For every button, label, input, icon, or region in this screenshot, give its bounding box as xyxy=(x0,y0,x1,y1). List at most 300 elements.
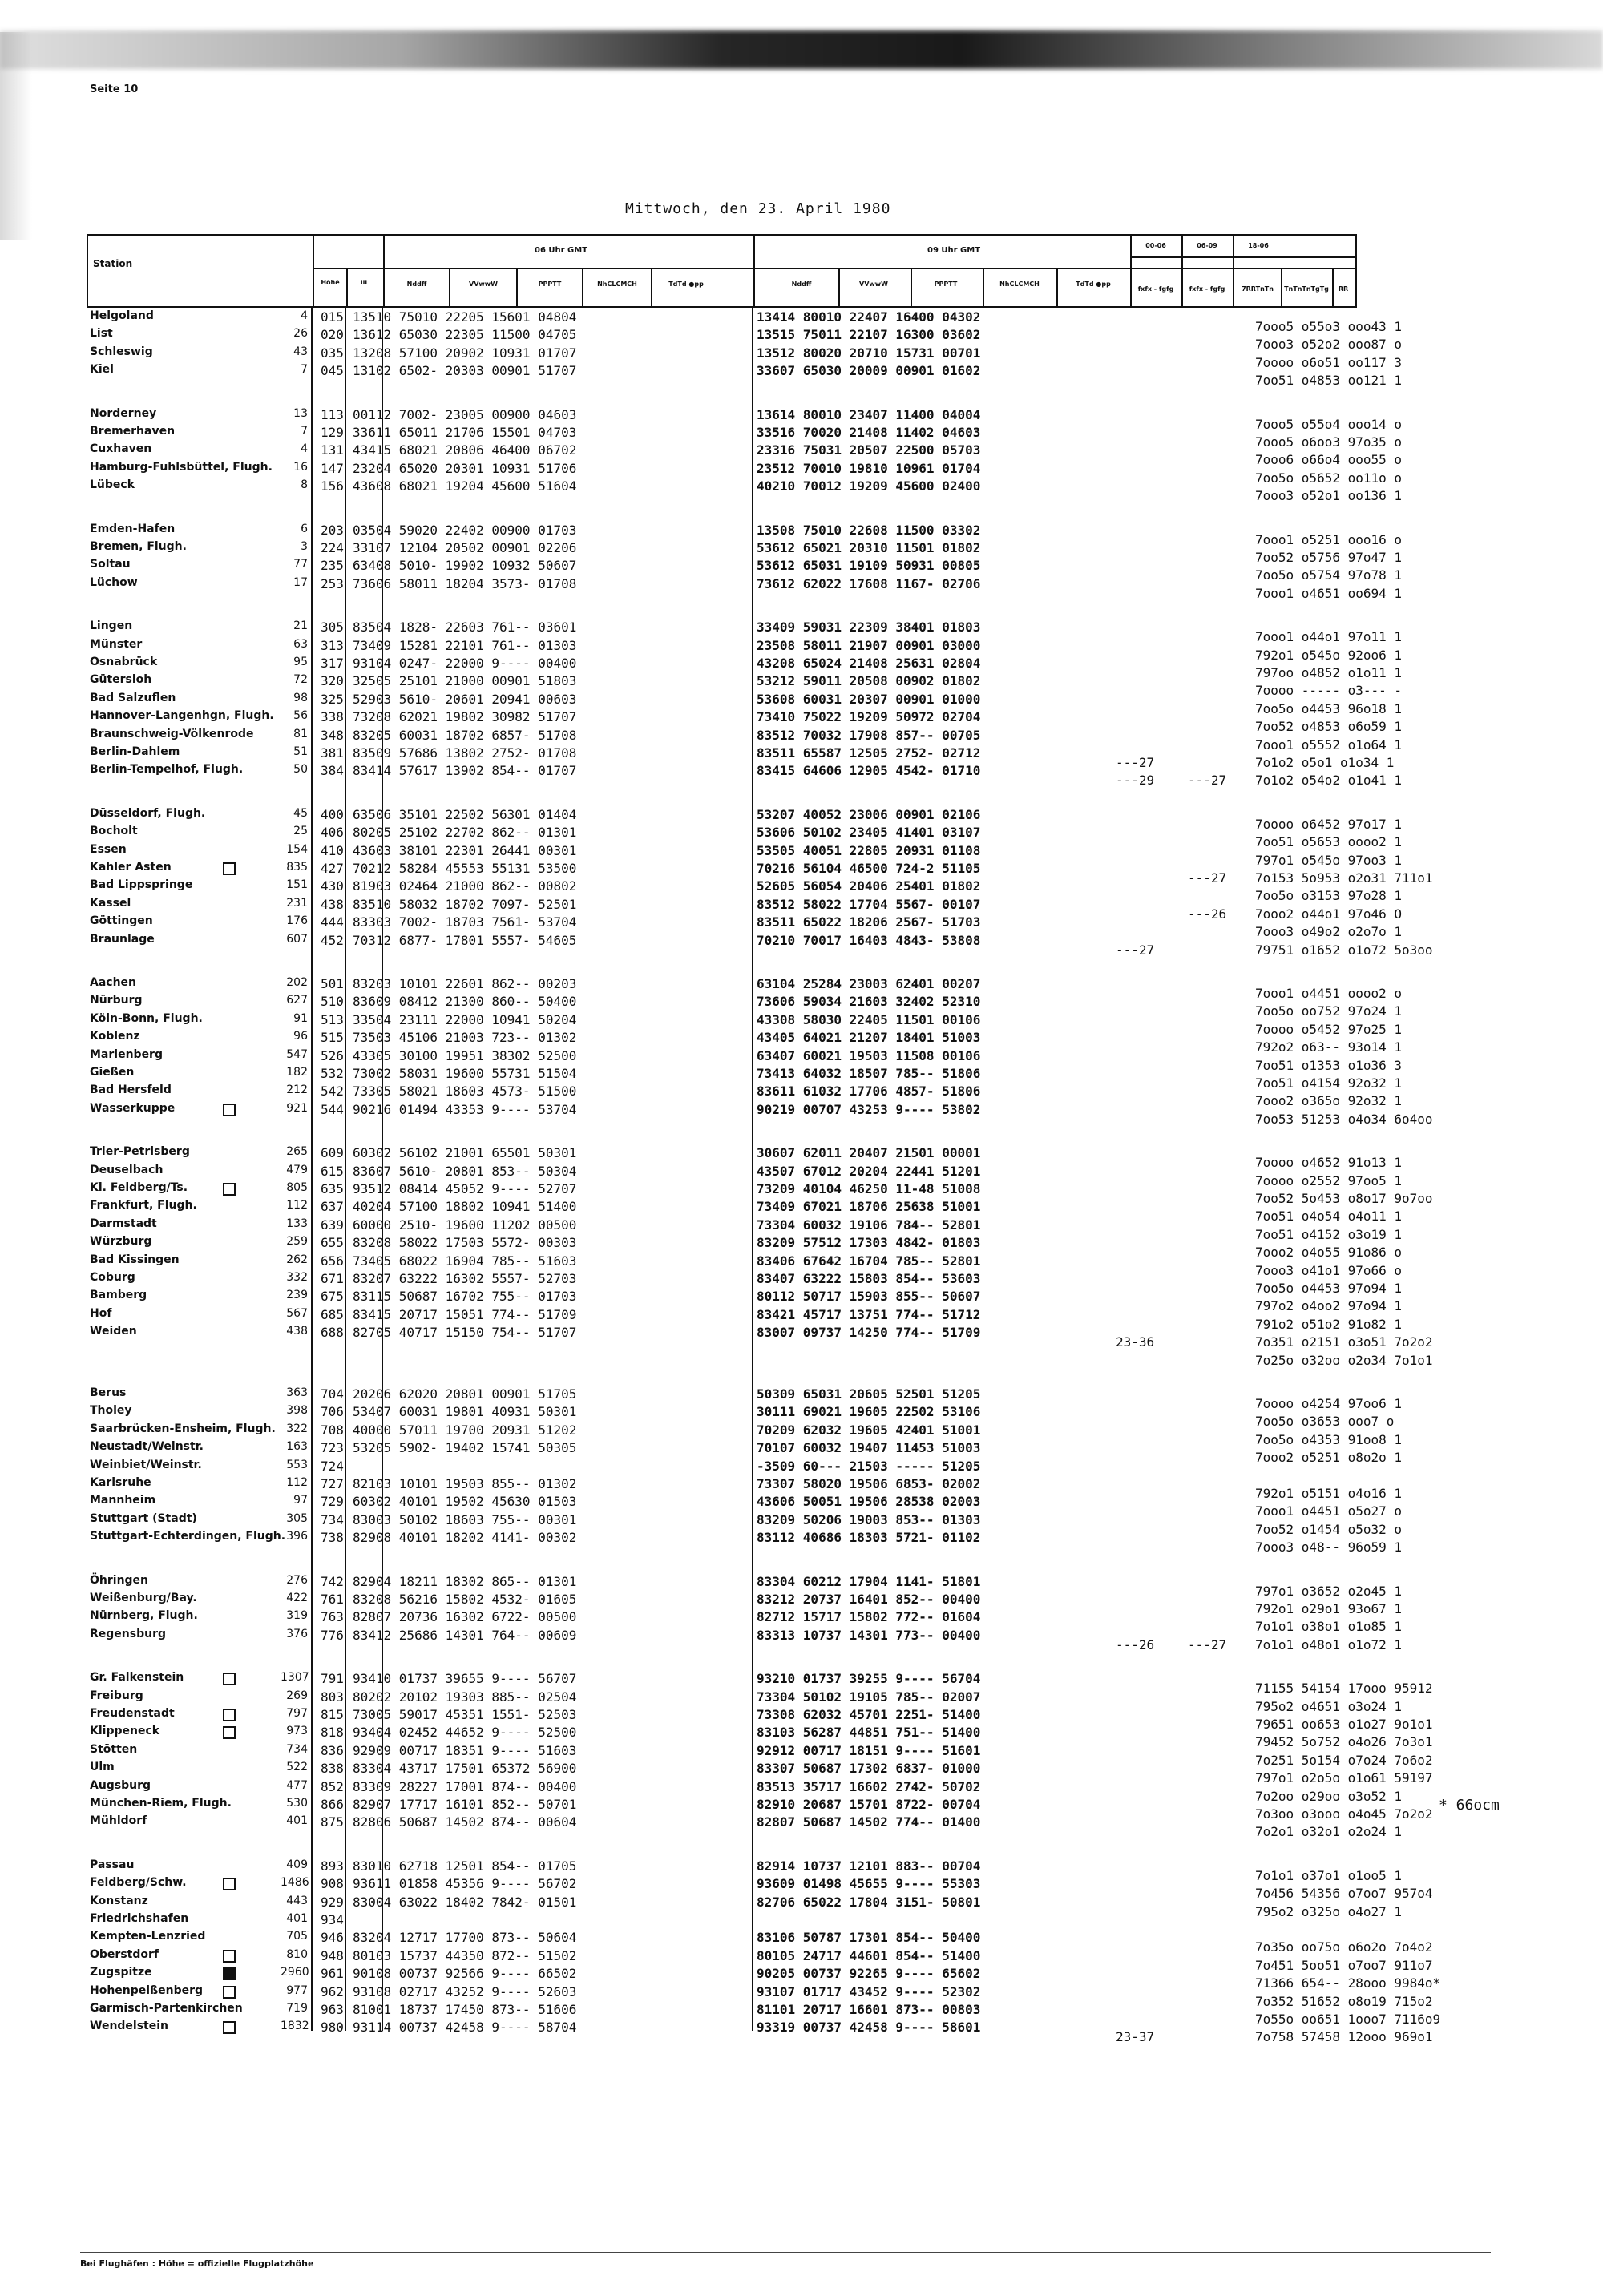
station-height: 319 xyxy=(286,1609,308,1623)
station-name: Würzburg xyxy=(90,1235,152,1249)
station-index: 738 xyxy=(321,1530,344,1546)
station-height: 77 xyxy=(293,558,308,571)
station-index: 235 xyxy=(321,558,344,574)
station-name: Köln-Bonn, Flugh. xyxy=(90,1011,203,1025)
open-square-icon xyxy=(223,2021,236,2034)
summary-18-06: 7oo5o oo752 97o24 1 xyxy=(1255,1003,1403,1019)
summary-18-06: 7oo51 o4154 92o32 1 xyxy=(1255,1075,1403,1091)
obs-09-gmt: 43507 67012 20204 22441 51201 xyxy=(757,1163,981,1179)
open-square-icon xyxy=(223,1104,236,1116)
summary-18-06: 7o451 5oo51 o7oo7 911o7 xyxy=(1255,1957,1433,1973)
obs-09-gmt: 93319 00737 42458 9---- 58601 xyxy=(757,2020,981,2036)
station-index: 675 xyxy=(321,1289,344,1305)
station-name: Oberstdorf xyxy=(90,1947,159,1961)
obs-06-gmt: 83004 63022 18402 7842- 01501 xyxy=(353,1894,577,1910)
station-height: 522 xyxy=(286,1761,308,1774)
obs-06-gmt: 83115 50687 16702 755-- 01703 xyxy=(353,1289,577,1305)
station-index: 305 xyxy=(321,619,344,636)
summary-18-06: 7ooo1 o5251 ooo16 o xyxy=(1255,531,1403,547)
obs-09-gmt: 43308 58030 22405 11501 00106 xyxy=(757,1011,981,1027)
obs-06-gmt: 83003 50102 18603 755-- 00301 xyxy=(353,1511,577,1527)
station-height: 276 xyxy=(286,1573,308,1587)
obs-09-gmt: 13614 80010 23407 11400 04004 xyxy=(757,406,981,422)
summary-18-06: 797oo o4852 o1o11 1 xyxy=(1255,665,1403,680)
station-height: 810 xyxy=(286,1947,308,1961)
obs-06-gmt: 33611 65011 21706 15501 04703 xyxy=(353,425,577,440)
summary-18-06: 7oo51 o4o54 o4o11 1 xyxy=(1255,1209,1403,1225)
station-height: 265 xyxy=(286,1145,308,1159)
header-00-06: 00-06 xyxy=(1145,242,1166,249)
obs-06-gmt: 32505 25101 21000 00901 51803 xyxy=(353,673,577,689)
station-index: 929 xyxy=(321,1894,344,1910)
obs-06-gmt: 43415 68021 20806 46400 06702 xyxy=(353,442,577,458)
station-name: Weißenburg/Bay. xyxy=(90,1592,197,1604)
station-height: 163 xyxy=(286,1440,308,1454)
wind-00-06: ---27 xyxy=(1116,942,1155,958)
obs-09-gmt: 73410 75022 19209 50972 02704 xyxy=(757,709,981,725)
obs-06-gmt: 60302 56102 21001 65501 50301 xyxy=(353,1145,577,1161)
station-name: Berlin-Dahlem xyxy=(90,745,180,758)
obs-09-gmt: 53505 40051 22805 20931 01108 xyxy=(757,842,981,858)
obs-06-gmt: 90108 00737 92566 9---- 66502 xyxy=(353,1966,577,1982)
station-name: Lingen xyxy=(90,619,133,633)
obs-06-gmt: 40204 57100 18802 10941 51400 xyxy=(353,1199,577,1215)
station-name: Nürnberg, Flugh. xyxy=(90,1609,198,1623)
station-name: Münster xyxy=(90,637,143,651)
station-index: 791 xyxy=(321,1671,344,1687)
station-index: 776 xyxy=(321,1627,344,1643)
station-name: Weinbiet/Weinstr. xyxy=(90,1458,202,1471)
obs-06-gmt: 13612 65030 22305 11500 04705 xyxy=(353,327,577,343)
summary-18-06: 7ooo6 o66o4 ooo55 o xyxy=(1255,452,1403,468)
station-name: München-Riem, Flugh. xyxy=(90,1797,232,1810)
obs-09-gmt: 83511 65022 18206 2567- 51703 xyxy=(757,914,981,930)
summary-18-06: 7oo5o o4453 96o18 1 xyxy=(1255,700,1403,716)
summary-18-06: 791o2 o51o2 91o82 1 xyxy=(1255,1316,1403,1332)
station-name: Augsburg xyxy=(90,1778,151,1792)
station-index: 866 xyxy=(321,1797,344,1812)
obs-09-gmt: 73304 50102 19105 785-- 02007 xyxy=(757,1689,981,1705)
obs-06-gmt: 60000 2510- 19600 11202 00500 xyxy=(353,1217,577,1233)
summary-18-06: 7o352 51652 o8o19 715o2 xyxy=(1255,1993,1433,2009)
summary-18-06: 7ooo5 o55o4 ooo14 o xyxy=(1255,416,1403,432)
obs-09-gmt: 13414 80010 22407 16400 04302 xyxy=(757,309,981,325)
wind-00-06: ---29 xyxy=(1116,773,1155,789)
summary-18-06: 7oooo o4652 91o13 1 xyxy=(1255,1155,1403,1171)
obs-06-gmt: 83607 5610- 20801 853-- 50304 xyxy=(353,1163,577,1179)
summary-18-06: 7o351 o2151 o3o51 7o2o2 xyxy=(1255,1334,1433,1350)
obs-06-gmt: 83309 28227 17001 874-- 00400 xyxy=(353,1778,577,1794)
station-name: Regensburg xyxy=(90,1627,167,1640)
station-index: 526 xyxy=(321,1047,344,1063)
station-height: 1307 xyxy=(281,1671,309,1685)
station-index: 430 xyxy=(321,878,344,894)
station-name: Stötten xyxy=(90,1742,138,1756)
station-name: Hohenpeißenberg xyxy=(90,1983,204,1997)
summary-18-06: 7o2o1 o32o1 o2o24 1 xyxy=(1255,1824,1403,1840)
obs-06-gmt: 73305 58021 18603 4573- 51500 xyxy=(353,1083,577,1100)
station-index: 384 xyxy=(321,763,344,779)
station-height: 91 xyxy=(293,1011,308,1025)
header-09-c5: TdTd ●pp xyxy=(1076,280,1111,288)
station-name: Tholey xyxy=(90,1404,132,1418)
station-name: Bremerhaven xyxy=(90,425,176,438)
station-name: Stuttgart (Stadt) xyxy=(90,1511,197,1525)
station-index: 639 xyxy=(321,1217,344,1233)
station-index: 131 xyxy=(321,442,344,458)
station-index: 818 xyxy=(321,1725,344,1741)
open-square-icon xyxy=(223,862,236,875)
summary-18-06: 795o2 o325o o4o27 1 xyxy=(1255,1903,1403,1919)
obs-06-gmt: 53205 5902- 19402 15741 50305 xyxy=(353,1440,577,1456)
obs-06-gmt: 33107 12104 20502 00901 02206 xyxy=(353,540,577,555)
summary-18-06: 7o758 57458 12ooo 969o1 xyxy=(1255,2029,1433,2045)
station-name: Braunschweig-Völkenrode xyxy=(90,727,254,740)
station-height: 376 xyxy=(286,1627,308,1640)
station-height: 13 xyxy=(293,406,308,420)
obs-09-gmt: 83103 56287 44851 751-- 51400 xyxy=(757,1725,981,1741)
obs-09-gmt: 83106 50787 17301 854-- 50400 xyxy=(757,1930,981,1946)
obs-09-gmt: 53608 60031 20307 00901 01000 xyxy=(757,691,981,707)
station-height: 607 xyxy=(286,932,308,946)
wind-00-06: ---26 xyxy=(1116,1636,1155,1652)
obs-06-gmt: 81001 18737 17450 873-- 51606 xyxy=(353,2002,577,2017)
open-square-icon xyxy=(223,1673,236,1685)
station-name: Karlsruhe xyxy=(90,1476,151,1489)
station-name: Cuxhaven xyxy=(90,442,152,456)
station-name: Kiel xyxy=(90,363,114,377)
wind-06-09: ---27 xyxy=(1188,1636,1227,1652)
obs-09-gmt: 13508 75010 22608 11500 03302 xyxy=(757,522,981,538)
station-name: Gr. Falkenstein xyxy=(90,1671,184,1685)
station-height: 705 xyxy=(286,1930,308,1943)
station-height: 212 xyxy=(286,1083,308,1097)
summary-18-06: 7oo5o o4353 91oo8 1 xyxy=(1255,1431,1403,1447)
obs-06-gmt: 83415 20717 15051 774-- 51709 xyxy=(353,1306,577,1322)
station-height: 396 xyxy=(286,1530,308,1543)
station-height: 72 xyxy=(293,673,308,687)
obs-06-gmt: 43305 30100 19951 38302 52500 xyxy=(353,1047,577,1063)
summary-18-06: 7ooo2 o365o 92o32 1 xyxy=(1255,1093,1403,1109)
obs-06-gmt: 83510 58032 18702 7097- 52501 xyxy=(353,896,577,912)
wind-06-09: ---27 xyxy=(1188,870,1227,886)
summary-18-06: 792o1 o29o1 93o67 1 xyxy=(1255,1601,1403,1616)
station-name: Berlin-Tempelhof, Flugh. xyxy=(90,763,244,777)
header-06-group: 06 Uhr GMT xyxy=(534,246,588,255)
station-name: Neustadt/Weinstr. xyxy=(90,1440,204,1454)
station-name: Emden-Hafen xyxy=(90,522,176,535)
summary-18-06: 7ooo5 o6oo3 97o35 o xyxy=(1255,434,1403,450)
obs-06-gmt: 83303 7002- 18703 7561- 53704 xyxy=(353,914,577,930)
summary-18-06: 7oo5o o5652 oo11o o xyxy=(1255,470,1403,486)
station-height: 26 xyxy=(293,327,308,341)
obs-09-gmt: 53606 50102 23405 41401 03107 xyxy=(757,825,981,841)
obs-06-gmt: 23204 65020 20301 10931 51706 xyxy=(353,460,577,476)
station-index: 325 xyxy=(321,691,344,707)
station-name: Kassel xyxy=(90,896,131,910)
station-index: 723 xyxy=(321,1440,344,1456)
scan-artifact xyxy=(0,30,1603,69)
obs-09-gmt: 83313 10737 14301 773-- 00400 xyxy=(757,1627,981,1643)
station-index: 742 xyxy=(321,1573,344,1589)
station-index: 542 xyxy=(321,1083,344,1100)
station-name: Stuttgart-Echterdingen, Flugh. xyxy=(90,1530,286,1543)
obs-06-gmt: 43608 68021 19204 45600 51604 xyxy=(353,478,577,494)
station-height: 151 xyxy=(286,878,308,892)
station-height: 45 xyxy=(293,806,308,820)
summary-18-06: 7o1o1 o37o1 o1oo5 1 xyxy=(1255,1867,1403,1883)
station-height: 627 xyxy=(286,994,308,1007)
station-height: 21 xyxy=(293,619,308,633)
obs-09-gmt: 83212 20737 16401 852-- 00400 xyxy=(757,1592,981,1607)
station-name: Öhringen xyxy=(90,1573,149,1587)
open-square-icon xyxy=(223,1709,236,1721)
obs-06-gmt: 93104 0247- 22000 9---- 00400 xyxy=(353,656,577,671)
summary-18-06: 7o2oo o29oo o3o52 1 xyxy=(1255,1788,1403,1804)
station-index: 685 xyxy=(321,1306,344,1322)
station-height: 231 xyxy=(286,896,308,910)
station-name: Braunlage xyxy=(90,932,155,946)
wind-06-09: ---26 xyxy=(1188,906,1227,922)
obs-06-gmt: 83504 1828- 22603 761-- 03601 xyxy=(353,619,577,636)
obs-06-gmt: 83207 63222 16302 5557- 52703 xyxy=(353,1271,577,1286)
summary-18-06: 7o456 54356 o7oo7 957o4 xyxy=(1255,1886,1433,1902)
header-hoehe: Höhe xyxy=(321,279,340,286)
station-name: Soltau xyxy=(90,558,131,571)
station-height: 112 xyxy=(286,1476,308,1489)
summary-18-06: 7oooo ----- o3--- - xyxy=(1255,683,1403,699)
header-18-06-c: RR xyxy=(1338,285,1349,293)
station-height: 176 xyxy=(286,914,308,928)
obs-09-gmt: 83415 64606 12905 4542- 01710 xyxy=(757,763,981,779)
station-name: Wasserkuppe xyxy=(90,1101,176,1115)
obs-06-gmt: 82807 20736 16302 6722- 00500 xyxy=(353,1609,577,1625)
station-name: Saarbrücken-Ensheim, Flugh. xyxy=(90,1422,276,1435)
summary-18-06: 7oo52 5o453 o8o17 9o7oo xyxy=(1255,1191,1433,1206)
open-square-icon xyxy=(223,1986,236,1999)
station-height: 4 xyxy=(301,442,308,456)
station-height: 2960 xyxy=(281,1966,309,1979)
station-name: Göttingen xyxy=(90,914,153,928)
obs-06-gmt: 80103 15737 44350 872-- 51502 xyxy=(353,1947,577,1963)
obs-09-gmt: 73413 64032 18507 785-- 51806 xyxy=(757,1066,981,1081)
station-index: 045 xyxy=(321,363,344,379)
station-name: Aachen xyxy=(90,976,137,989)
obs-09-gmt: 83209 50206 19003 853-- 01303 xyxy=(757,1511,981,1527)
summary-18-06: 797o1 o3652 o2o45 1 xyxy=(1255,1583,1403,1599)
summary-18-06: 7o153 5o953 o2o31 711o1 xyxy=(1255,870,1433,886)
header-09-c2: VVwwW xyxy=(859,280,888,288)
station-height: 269 xyxy=(286,1689,308,1702)
station-height: 322 xyxy=(286,1422,308,1435)
obs-06-gmt: 92909 00717 18351 9---- 51603 xyxy=(353,1742,577,1758)
station-height: 805 xyxy=(286,1181,308,1194)
obs-09-gmt: 83407 63222 15803 854-- 53603 xyxy=(757,1271,981,1286)
obs-06-gmt: 63408 5010- 19902 10932 50607 xyxy=(353,558,577,574)
station-height: 438 xyxy=(286,1325,308,1338)
summary-18-06: 7oooo o6452 97o17 1 xyxy=(1255,816,1403,832)
obs-06-gmt: 83203 10101 22601 862-- 00203 xyxy=(353,976,577,991)
obs-09-gmt: -3509 60--- 21503 ----- 51205 xyxy=(757,1458,981,1474)
station-index: 020 xyxy=(321,327,344,343)
station-index: 320 xyxy=(321,673,344,689)
station-height: 921 xyxy=(286,1101,308,1115)
wind-06-09: ---27 xyxy=(1188,773,1227,789)
summary-18-06: 7oo51 o4853 oo121 1 xyxy=(1255,373,1403,389)
header-06-09-sub: fxfx - fgfg xyxy=(1189,285,1225,293)
obs-09-gmt: 73308 62032 45701 2251- 51400 xyxy=(757,1707,981,1722)
scan-artifact-left xyxy=(0,32,32,240)
open-square-icon xyxy=(223,1726,236,1739)
obs-09-gmt: 83511 65587 12505 2752- 02712 xyxy=(757,745,981,761)
obs-09-gmt: 82807 50687 14502 774-- 01400 xyxy=(757,1814,981,1830)
station-index: 655 xyxy=(321,1235,344,1251)
station-height: 7 xyxy=(301,363,308,377)
station-height: 25 xyxy=(293,825,308,838)
summary-18-06: 7ooo1 o5552 o1o64 1 xyxy=(1255,736,1403,753)
station-index: 035 xyxy=(321,345,344,361)
header-09-group: 09 Uhr GMT xyxy=(927,246,981,255)
station-index: 803 xyxy=(321,1689,344,1705)
obs-09-gmt: 53212 59011 20508 00902 01802 xyxy=(757,673,981,689)
station-name: Gütersloh xyxy=(90,673,152,687)
obs-09-gmt: 43606 50051 19506 28538 02003 xyxy=(757,1494,981,1510)
obs-09-gmt: 30607 62011 20407 21501 00001 xyxy=(757,1145,981,1161)
header-09-c1: Nddff xyxy=(791,280,812,288)
obs-09-gmt: 70210 70017 16403 4843- 53808 xyxy=(757,932,981,948)
obs-09-gmt: 83307 50687 17302 6837- 01000 xyxy=(757,1761,981,1777)
obs-06-gmt: 73208 62021 19802 30982 51707 xyxy=(353,709,577,725)
summary-18-06: 792o2 o63-- 93o14 1 xyxy=(1255,1039,1403,1055)
open-square-icon xyxy=(223,1183,236,1196)
obs-09-gmt: 33409 59031 22309 38401 01803 xyxy=(757,619,981,636)
obs-06-gmt: 52903 5610- 20601 20941 00603 xyxy=(353,691,577,707)
obs-06-gmt: 82904 18211 18302 865-- 01301 xyxy=(353,1573,577,1589)
summary-18-06: 7o251 5o154 o7o24 7o6o2 xyxy=(1255,1752,1433,1768)
station-index: 893 xyxy=(321,1858,344,1874)
summary-18-06: 7oo5o o3653 ooo7 o xyxy=(1255,1414,1395,1430)
header-09-c4: NhCLCMCH xyxy=(999,280,1040,288)
filled-square-icon xyxy=(223,1967,236,1980)
station-name: Bad Lippspringe xyxy=(90,878,193,892)
summary-18-06: 7oo52 o5756 97o47 1 xyxy=(1255,550,1403,565)
obs-09-gmt: 52605 56054 20406 25401 01802 xyxy=(757,878,981,894)
station-index: 688 xyxy=(321,1325,344,1341)
obs-09-gmt: 83406 67642 16704 785-- 52801 xyxy=(757,1253,981,1269)
obs-09-gmt: 83611 61032 17706 4857- 51806 xyxy=(757,1083,981,1100)
obs-06-gmt: 63506 35101 22502 56301 01404 xyxy=(353,806,577,822)
obs-06-gmt: 93114 00737 42458 9---- 58704 xyxy=(353,2020,577,2036)
station-height: 63 xyxy=(293,637,308,651)
station-index: 410 xyxy=(321,842,344,858)
obs-06-gmt: 83010 62718 12501 854-- 01705 xyxy=(353,1858,577,1874)
station-index: 129 xyxy=(321,425,344,440)
obs-06-gmt: 73005 59017 45351 1551- 52503 xyxy=(353,1707,577,1722)
header-18-06: 18-06 xyxy=(1248,242,1269,249)
station-name: Kl. Feldberg/Ts. xyxy=(90,1181,188,1194)
obs-06-gmt: 90216 01494 43353 9---- 53704 xyxy=(353,1101,577,1117)
station-index: 452 xyxy=(321,932,344,948)
obs-06-gmt: 53407 60031 19801 40931 50301 xyxy=(353,1404,577,1420)
station-index: 704 xyxy=(321,1386,344,1402)
station-height: 16 xyxy=(293,460,308,474)
station-name: Kempten-Lenzried xyxy=(90,1930,206,1943)
obs-09-gmt: 73409 67021 18706 25638 51001 xyxy=(757,1199,981,1215)
obs-06-gmt: 70312 6877- 17801 5557- 54605 xyxy=(353,932,577,948)
station-height: 443 xyxy=(286,1894,308,1907)
summary-18-06: 7ooo5 o55o3 ooo43 1 xyxy=(1255,319,1403,334)
open-square-icon xyxy=(223,1878,236,1890)
station-index: 515 xyxy=(321,1030,344,1046)
station-name: Freudenstadt xyxy=(90,1707,175,1720)
station-name: Bremen, Flugh. xyxy=(90,540,187,553)
obs-06-gmt: 93410 01737 39655 9---- 56707 xyxy=(353,1671,577,1687)
obs-09-gmt: 23316 75031 20507 22500 05703 xyxy=(757,442,981,458)
summary-18-06: 7oooo o5452 97o25 1 xyxy=(1255,1021,1403,1037)
station-height: 133 xyxy=(286,1217,308,1230)
summary-18-06: 797o1 o545o 97oo3 1 xyxy=(1255,852,1403,868)
station-height: 95 xyxy=(293,656,308,668)
obs-06-gmt: 40000 57011 19700 20931 51202 xyxy=(353,1422,577,1438)
station-name: Hannover-Langenhgn, Flugh. xyxy=(90,709,274,723)
obs-06-gmt: 13102 6502- 20303 00901 51707 xyxy=(353,363,577,379)
station-height: 477 xyxy=(286,1778,308,1792)
station-height: 262 xyxy=(286,1253,308,1266)
station-index: 400 xyxy=(321,806,344,822)
summary-18-06: 795o2 o4651 o3o24 1 xyxy=(1255,1698,1403,1714)
station-name: Norderney xyxy=(90,406,157,420)
obs-09-gmt: 90219 00707 43253 9---- 53802 xyxy=(757,1101,981,1117)
obs-06-gmt: 83208 58022 17503 5572- 00303 xyxy=(353,1235,577,1251)
station-index: 706 xyxy=(321,1404,344,1420)
obs-09-gmt: 83512 70032 17908 857-- 00705 xyxy=(757,727,981,743)
station-name: Bocholt xyxy=(90,825,138,838)
station-index: 980 xyxy=(321,2020,344,2036)
station-name: Bamberg xyxy=(90,1289,147,1302)
obs-06-gmt: 82705 40717 15150 754-- 51707 xyxy=(353,1325,577,1341)
station-index: 147 xyxy=(321,460,344,476)
obs-09-gmt: 40210 70012 19209 45600 02400 xyxy=(757,478,981,494)
obs-06-gmt: 83609 08412 21300 860-- 50400 xyxy=(353,994,577,1010)
obs-06-gmt: 73002 58031 19600 55731 51504 xyxy=(353,1066,577,1081)
station-index: 609 xyxy=(321,1145,344,1161)
station-name: Schleswig xyxy=(90,345,153,358)
station-height: 553 xyxy=(286,1458,308,1471)
station-name: Klippeneck xyxy=(90,1725,160,1738)
station-name: Hamburg-Fuhlsbüttel, Flugh. xyxy=(90,460,273,474)
station-height: 530 xyxy=(286,1797,308,1810)
obs-06-gmt: 43603 38101 22301 26441 00301 xyxy=(353,842,577,858)
obs-09-gmt: 43208 65024 21408 25631 02804 xyxy=(757,656,981,671)
obs-09-gmt: 82706 65022 17804 3151- 50801 xyxy=(757,1894,981,1910)
obs-06-gmt: 20206 62020 20801 00901 51705 xyxy=(353,1386,577,1402)
obs-09-gmt: 50309 65031 20605 52501 51205 xyxy=(757,1386,981,1402)
obs-06-gmt: 83509 57686 13802 2752- 01708 xyxy=(353,745,577,761)
station-name: Gießen xyxy=(90,1066,135,1079)
summary-18-06: 7oo53 51253 o4o34 6o4oo xyxy=(1255,1111,1433,1127)
station-name: Passau xyxy=(90,1858,135,1871)
station-height: 567 xyxy=(286,1306,308,1320)
summary-18-06: 7oo52 o4853 o6o59 1 xyxy=(1255,719,1403,735)
station-name: List xyxy=(90,327,113,341)
station-height: 97 xyxy=(293,1494,308,1507)
summary-18-06: 7oooo o4254 97oo6 1 xyxy=(1255,1396,1403,1411)
obs-09-gmt: 82914 10737 12101 883-- 00704 xyxy=(757,1858,981,1874)
station-name: Berus xyxy=(90,1386,127,1399)
summary-18-06: 7oo51 o5653 oooo2 1 xyxy=(1255,834,1403,850)
obs-09-gmt: 81101 20717 16601 873-- 00803 xyxy=(757,2002,981,2017)
summary-18-06: 7o1o1 o38o1 o1o85 1 xyxy=(1255,1619,1403,1635)
